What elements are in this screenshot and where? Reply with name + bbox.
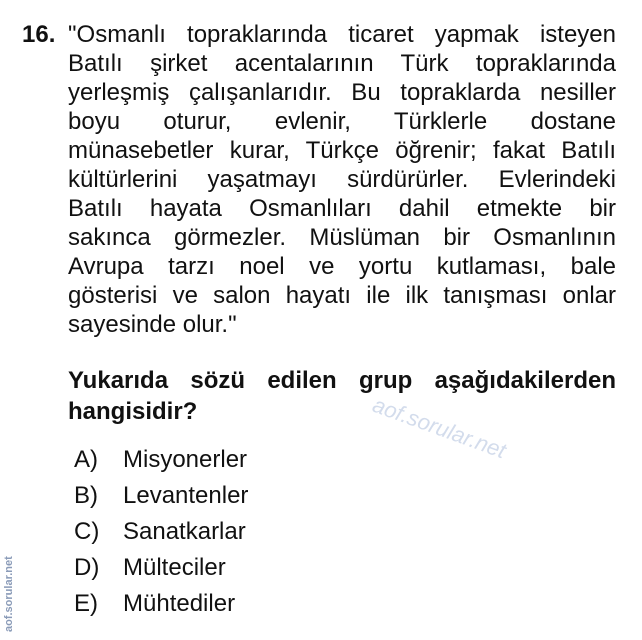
- option-e[interactable]: [74, 586, 248, 622]
- prompt-line: Yukarıda sözü edilen grup aşağıdakilerden: [68, 367, 616, 394]
- option-letter: D): [74, 554, 100, 581]
- question-prompt: [68, 365, 616, 427]
- question-passage: [68, 20, 616, 339]
- option-text: Misyonerler: [123, 446, 248, 473]
- question-number: 16.: [22, 21, 56, 48]
- option-c[interactable]: [74, 514, 248, 550]
- passage-line: Avrupa tarzı noel ve yortu kutlaması, bale: [68, 253, 616, 280]
- passage-line: gösterisi ve salon hayatı ile ilk tanışması onlar: [68, 282, 616, 309]
- passage-line: "Osmanlı topraklarında ticaret yapmak isteyen: [68, 21, 616, 48]
- side-watermark: aof.sorular.net: [3, 556, 15, 632]
- option-text: Mühtediler: [123, 590, 236, 617]
- passage-line: boyu oturur, evlenir, Türklerle dostane: [68, 108, 616, 135]
- option-text: Sanatkarlar: [123, 518, 246, 545]
- center-watermark: aof.sorular.net: [369, 392, 510, 464]
- prompt-line: hangisidir?: [68, 398, 198, 425]
- option-d[interactable]: [74, 550, 248, 586]
- passage-line: Batılı hayata Osmanlıları dahil etmekte bir: [68, 195, 616, 222]
- option-b[interactable]: [74, 478, 248, 514]
- passage-line: Batılı şirket acentalarının Türk topraklarında: [68, 50, 616, 77]
- option-a[interactable]: [74, 442, 248, 478]
- passage-line: yerleşmiş çalışanlarıdır. Bu topraklarda nesiller: [68, 79, 616, 106]
- option-letter: B): [74, 482, 98, 509]
- answer-options: [74, 442, 248, 622]
- passage-line: münasebetler kurar, Türkçe öğrenir; fakat Batılı: [68, 137, 616, 164]
- passage-line: kültürlerini yaşatmayı sürdürürler. Evlerindeki: [68, 166, 616, 193]
- option-letter: C): [74, 518, 100, 545]
- passage-line: sayesinde olur.": [68, 311, 237, 338]
- option-letter: A): [74, 446, 98, 473]
- option-text: Mülteciler: [123, 554, 226, 581]
- passage-line: sakınca görmezler. Müslüman bir Osmanlının: [68, 224, 616, 251]
- option-letter: E): [74, 590, 98, 617]
- option-text: Levantenler: [123, 482, 249, 509]
